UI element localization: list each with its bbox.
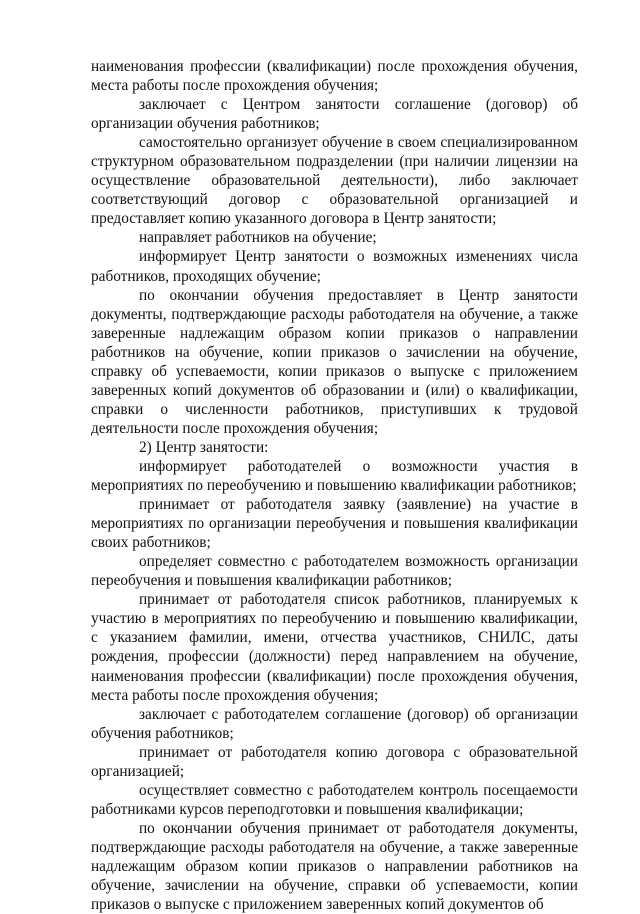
paragraph-center-accepts-list: принимает от работодателя список работников, планируемых к участию в мероприятиях по переобучению и повышению квалификации, с указанием фамилии, имени, отчества участников, СНИЛС, даты рождения, профессии (должности) перед направлением на обучение, наименования профессии (квалификации) после прохождения обучения, места работы после прохождения обучения; bbox=[91, 591, 578, 704]
paragraph-center-attendance-control: осуществляет совместно с работодателем контроль посещаемости работниками курсов переподготовки и повышения квалификации; bbox=[91, 781, 578, 818]
paragraph-center-agreement: заключает с работодателем соглашение (договор) об организации обучения работников; bbox=[91, 705, 578, 742]
paragraph-employer-informs: информирует Центр занятости о возможных изменениях числа работников, проходящих обучение; bbox=[91, 248, 578, 285]
document-page bbox=[91, 57, 578, 914]
paragraph-center-accepts-application: принимает от работодателя заявку (заявление) на участие в мероприятиях по организации переобучения и повышения квалификации своих работников; bbox=[91, 496, 578, 552]
paragraph-employer-sends-workers: направляет работников на обучение; bbox=[139, 229, 377, 247]
section-heading-employment-center: 2) Центр занятости: bbox=[139, 438, 269, 456]
paragraph-employer-agreement: заключает с Центром занятости соглашение (договор) об организации обучения работников; bbox=[91, 96, 578, 133]
paragraph-employer-documents: по окончании обучения предоставляет в Центр занятости документы, подтверждающие расходы работодателя на обучение, а также заверенные надлежащим образом копии приказов о направлении работников на обучение, копии приказов о зачислении на обучение, справку об успеваемости, копии приказов о выпуске с приложением заверенных копий документов об образовании и (или) о квалификации, справки о численности работников, приступивших к трудовой деятельности после прохождения обучения; bbox=[91, 286, 578, 437]
paragraph-center-determines: определяет совместно с работодателем возможность организации переобучения и повышения квалификации работников; bbox=[91, 553, 578, 590]
paragraph-center-accepts-documents: по окончании обучения принимает от работодателя документы, подтверждающие расходы работодателя на обучение, а также заверенные надлежащим образом копии приказов о направлении работников на обучение, зачислении на обучение, справки об успеваемости, копии приказов о выпуске с приложением заверенных копий документов об bbox=[91, 819, 578, 914]
paragraph-employer-organizes-training: самостоятельно организует обучение в своем специализированном структурном образовательном подразделении (при наличии лицензии на осуществление образовательной деятельности), либо заключает соответствующий договор с образовательной организацией и предоставляет копию указанного договора в Центр занятости; bbox=[91, 134, 578, 228]
paragraph-center-accepts-contract: принимает от работодателя копию договора с образовательной организацией; bbox=[91, 743, 578, 780]
paragraph-continuation: наименования профессии (квалификации) после прохождения обучения, места работы после прохождения обучения; bbox=[91, 58, 578, 95]
paragraph-center-informs: информирует работодателей о возможности участия в мероприятиях по переобучению и повышению квалификации работников; bbox=[91, 457, 578, 495]
